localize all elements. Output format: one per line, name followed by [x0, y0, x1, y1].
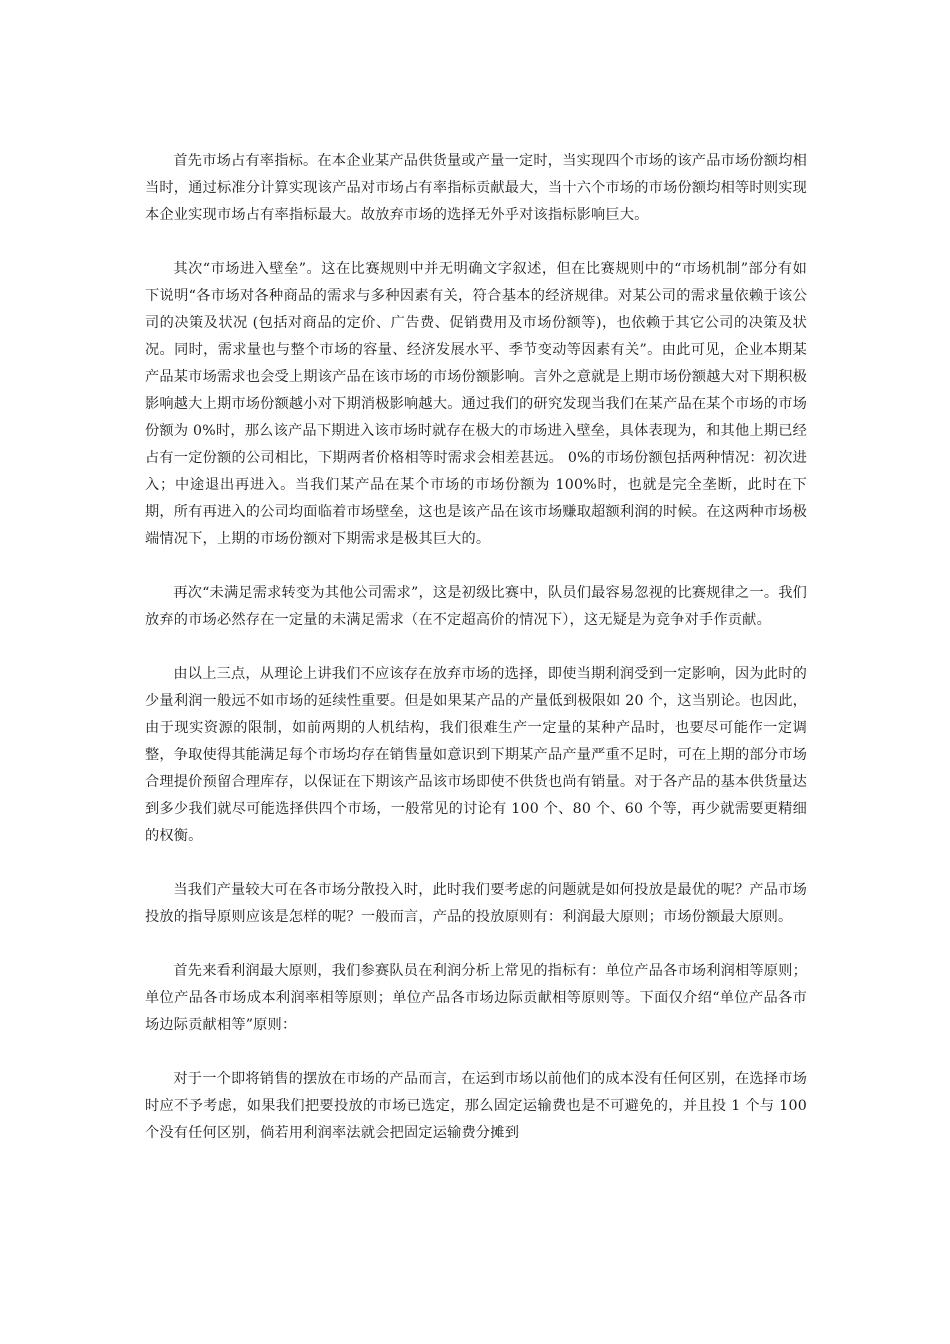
- paragraph-unmet-demand: 再次“未满足需求转变为其他公司需求”，这是初级比赛中，队员们最容易忽视的比赛规律之一。我们放弃的市场必然存在一定量的未满足需求（在不定超高价的情况下），这无疑是为竞争对手作贡献。: [145, 585, 807, 628]
- paragraph-market-share: 首先市场占有率指标。在本企业某产品供货量或产量一定时，当实现四个市场的该产品市场份额均相当时，通过标准分计算实现该产品对市场占有率指标贡献最大，当十六个市场的市场份额均相等时则实现本企业实现市场占有率指标最大。故放弃市场的选择无外乎对该指标影响巨大。: [145, 153, 807, 223]
- paragraph-placement-principles: 当我们产量较大可在各市场分散投入时，此时我们要考虑的问题就是如何投放是最优的呢？产品市场投放的指导原则应该是怎样的呢？一般而言，产品的投放原则有：利润最大原则；市场份额最大原则。: [145, 882, 807, 925]
- paragraph-conclusion: 由以上三点，从理论上讲我们不应该存在放弃市场的选择，即使当期利润受到一定影响，因为此时的少量利润一般远不如市场的延续性重要。但是如果某产品的产量低到极限如 20 个，这当别论。也因此，由于现实资源的限制，如前两期的人机结构，我们很难生产一定量的某种产品时，也要尽可能作一定调整，争取使得其能满足每个市场均存在销售量如意识到下期某产品产量严重不足时，可在上期的部分市场合理提价预留合理库存，以保证在下期该产品该市场即使不供货也尚有销量。对于各产品的基本供货量达到多少我们就尽可能选择供四个市场，一般常见的讨论有 100 个、80 个、60 个等，再少就需要更精细的权衡。: [145, 666, 807, 844]
- paragraph-entry-barrier: 其次“市场进入壁垒”。这在比赛规则中并无明确文字叙述，但在比赛规则中的“市场机制”部分有如下说明“各市场对各种商品的需求与多种因素有关，符合基本的经济规律。对某公司的需求量依赖于该公司的决策及状况 (包括对商品的定价、广告费、促销费用及市场份额等)，也依赖于其它公司的决策及状况。同时，需求量也与整个市场的容量、经济发展水平、季节变动等因素有关”。由此可见，企业本期某产品某市场需求也会受上期该产品在该市场的市场份额影响。言外之意就是上期市场份额越大对下期积极影响越大上期市场份额越小对下期消极影响越大。通过我们的研究发现当我们在某产品在某个市场的市场份额为 0%时，那么该产品下期进入该市场时就存在极大的市场进入壁垒，具体表现为，和其他上期已经占有一定份额的公司相比，下期两者价格相等时需求会相差甚远。 0%的市场份额包括两种情况：初次进入；中途退出再进入。当我们某产品在某个市场的市场份额为 100%时，也就是完全垄断，此时在下期，所有再进入的公司均面临着市场壁垒，这也是该产品在该市场赚取超额利润的时候。在这两种市场极端情况下，上期的市场份额对下期需求是极其巨大的。: [145, 261, 807, 547]
- paragraph-marginal-contribution: 对于一个即将销售的摆放在市场的产品而言，在运到市场以前他们的成本没有任何区别，在选择市场时应不予考虑，如果我们把要投放的市场已选定，那么固定运输费也是不可避免的，并且投 1 个与 100 个没有任何区别，倘若用利润率法就会把固定运输费分摊到: [145, 1071, 807, 1141]
- paragraph-profit-principle: 首先来看利润最大原则，我们参赛队员在利润分析上常见的指标有：单位产品各市场利润相等原则；单位产品各市场成本利润率相等原则；单位产品各市场边际贡献相等原则等。下面仅介绍“单位产品各市场边际贡献相等”原则：: [145, 963, 807, 1033]
- document-body: [145, 148, 807, 1174]
